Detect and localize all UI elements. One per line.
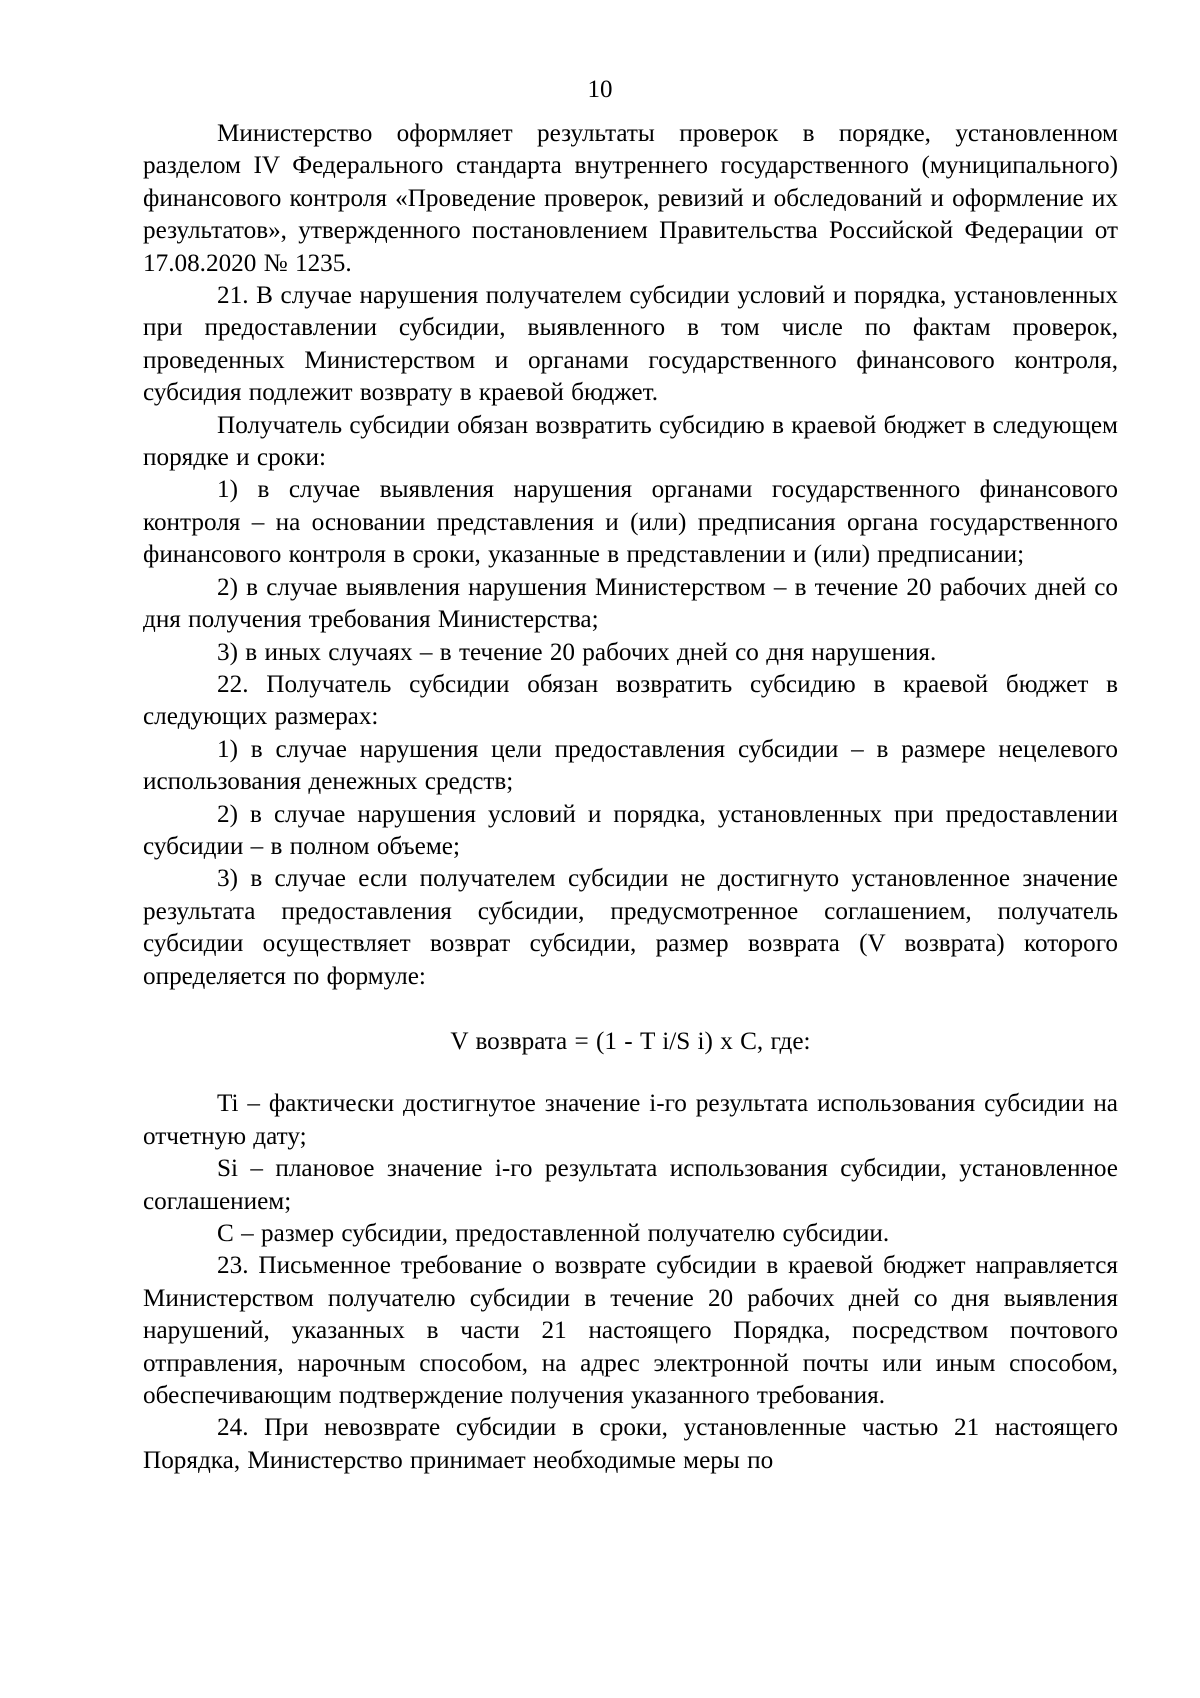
paragraph: 22. Получатель субсидии обязан возвратить субсидию в краевой бюджет в следующих размерах: [143, 670, 1118, 731]
paragraph: Министерство оформляет результаты проверок в порядке, установленном разделом IV Федерального стандарта внутреннего государственного (муниципального) финансового контроля «Проведение проверок, ревизий и обследований и оформление их результатов», утвержденного постановлением Правительства Российской Федерации от 17.08.2020 № 1235. [143, 120, 1118, 277]
paragraph: 24. При невозврате субсидии в сроки, установленные частью 21 настоящего Порядка, Министерство принимает необходимые меры по [143, 1414, 1118, 1474]
paragraph: C – размер субсидии, предоставленной получателю субсидии. [217, 1220, 890, 1247]
paragraph: 3) в иных случаях – в течение 20 рабочих дней со дня нарушения. [217, 638, 937, 666]
paragraph: Получатель субсидии обязан возвратить субсидию в краевой бюджет в следующем порядке и сроки: [143, 411, 1118, 472]
paragraph: 21. В случае нарушения получателем субсидии условий и порядка, установленных при предоставлении субсидии, выявленного в том числе по фактам проверок, проведенных Министерством и органами государственного финансового контроля, субсидия подлежит возврату в краевой бюджет. [143, 282, 1118, 407]
paragraph: 1) в случае выявления нарушения органами государственного финансового контроля – на основании представления и (или) предписания органа государственного финансового контроля в сроки, указанные в представлении и (или) предписании; [143, 476, 1118, 569]
paragraph: Si – плановое значение i-го результата использования субсидии, установленное соглашением; [143, 1155, 1118, 1215]
document-body [143, 118, 1118, 1477]
paragraph: 23. Письменное требование о возврате субсидии в краевой бюджет направляется Министерством получателю субсидии в течение 20 рабочих дней со дня выявления нарушений, указанных в части 21 настоящего Порядка, посредством почтового отправления, нарочным способом, на адрес электронной почты или иным способом, обеспечивающим подтверждение получения указанного требования. [143, 1252, 1118, 1410]
paragraph: 2) в случае выявления нарушения Министерством – в течение 20 рабочих дней со дня получения требования Министерства; [143, 573, 1118, 634]
paragraph: 3) в случае если получателем субсидии не достигнуто установленное значение результата предоставления субсидии, предусмотренное соглашением, получатель субсидии осуществляет возврат субсидии, размер возврата (V возврата) которого определяется по формуле: [143, 865, 1118, 990]
paragraph: 1) в случае нарушения цели предоставления субсидии – в размере нецелевого использования денежных средств; [143, 735, 1118, 796]
formula: V возврата = (1 - T i/S i) x C, где: [450, 1027, 811, 1055]
paragraph: 2) в случае нарушения условий и порядка, установленных при предоставлении субсидии – в полном объеме; [143, 800, 1118, 860]
paragraph: Ti – фактически достигнутое значение i-го результата использования субсидии на отчетную дату; [143, 1090, 1118, 1150]
page-number: 10 [587, 76, 613, 103]
